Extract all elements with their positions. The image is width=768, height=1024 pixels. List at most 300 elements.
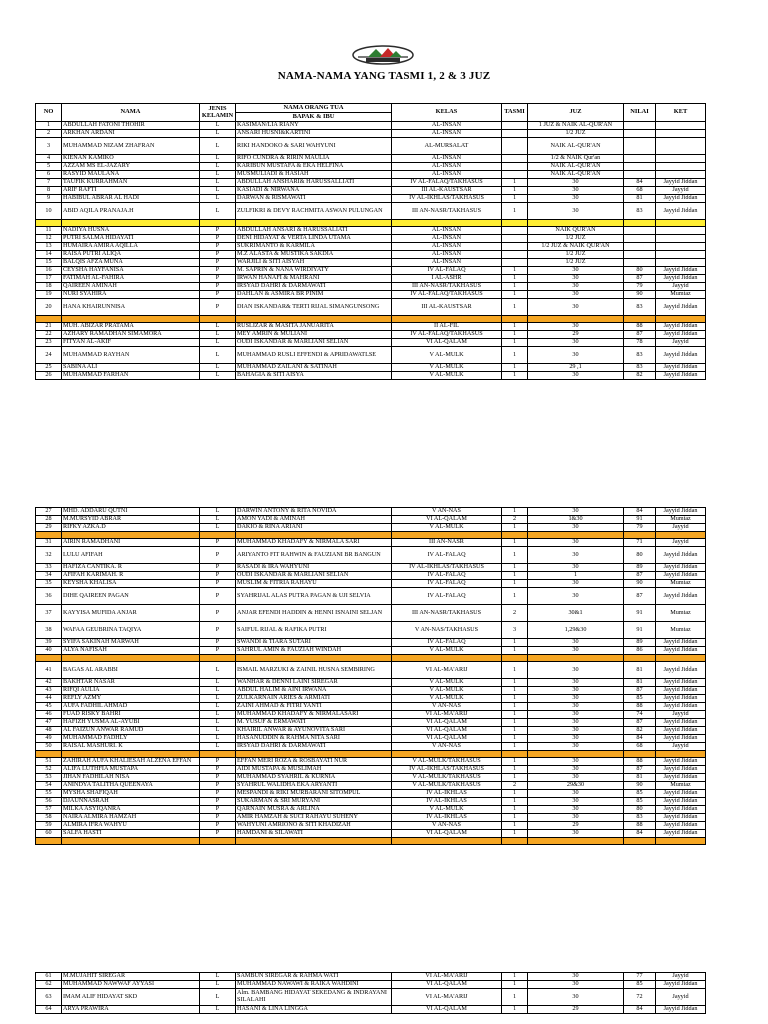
cell-nilai: 82 — [624, 727, 656, 735]
separator-cell — [656, 316, 706, 323]
cell-no: 14 — [36, 251, 62, 259]
cell-jenis-kelamin: L — [200, 662, 236, 679]
cell-nama: NURI SYAHIRA — [62, 291, 200, 299]
cell-juz: 30 — [528, 195, 624, 203]
cell-tasmi: 1 — [502, 758, 528, 766]
cell-no: 28 — [36, 516, 62, 524]
cell-nama: HAFIZA CANTIKA. R — [62, 564, 200, 572]
cell-no: 50 — [36, 743, 62, 751]
cell-juz: 30 — [528, 203, 624, 220]
cell-tasmi: 1 — [502, 572, 528, 580]
cell-ket: Jayyid Jiddan — [656, 299, 706, 316]
cell-jenis-kelamin: P — [200, 766, 236, 774]
cell-juz: 30 — [528, 299, 624, 316]
cell-kelas: AL-INSAN — [392, 243, 502, 251]
separator-cell — [624, 751, 656, 758]
cell-jenis-kelamin: L — [200, 679, 236, 687]
cell-jenis-kelamin: L — [200, 508, 236, 516]
table-row — [36, 830, 706, 838]
table-row — [36, 588, 706, 605]
cell-juz: 30 — [528, 662, 624, 679]
cell-tasmi — [502, 251, 528, 259]
cell-orang-tua: Alm. BAMBANG HIDAYAT SEKEDANG & INDRAYANI SILALAHI — [236, 989, 392, 1006]
cell-no: 63 — [36, 989, 62, 1006]
cell-tasmi: 1 — [502, 203, 528, 220]
cell-nilai: 77 — [624, 973, 656, 981]
cell-ket: Jayyid Jiddan — [656, 639, 706, 647]
table-row — [36, 766, 706, 774]
cell-jenis-kelamin: L — [200, 138, 236, 155]
cell-nilai: 80 — [624, 806, 656, 814]
cell-orang-tua: RIFO CUNDRA & RIRIN MAULIA — [236, 155, 392, 163]
cell-nilai: 88 — [624, 758, 656, 766]
cell-ket — [656, 235, 706, 243]
cell-kelas: V AL-MULK — [392, 647, 502, 655]
cell-ket: Jayyid Jiddan — [656, 564, 706, 572]
table-row — [36, 171, 706, 179]
cell-ket: Jayyid — [656, 989, 706, 1006]
cell-nama: ABDULLAH FATONI THOHIR — [62, 122, 200, 130]
cell-kelas: V AN-NAS/TAKHASUS — [392, 622, 502, 639]
cell-orang-tua: RASADI & IRA WAHYUNI — [236, 564, 392, 572]
cell-jenis-kelamin: P — [200, 822, 236, 830]
cell-jenis-kelamin: P — [200, 291, 236, 299]
cell-kelas: AL-INSAN — [392, 251, 502, 259]
cell-ket: Jayyid Jiddan — [656, 679, 706, 687]
cell-nilai: 84 — [624, 735, 656, 743]
separator-cell — [656, 532, 706, 539]
cell-juz: 29 — [528, 822, 624, 830]
cell-orang-tua: MUHAMMAD ZAILANI & SATINAH — [236, 364, 392, 372]
tasmi-table-page-1 — [35, 103, 706, 380]
cell-jenis-kelamin: P — [200, 259, 236, 267]
cell-kelas: IV AL-FALAQ/TAKHASUS — [392, 291, 502, 299]
cell-juz: 29 — [528, 1006, 624, 1014]
cell-kelas: VI AL-QALAM — [392, 981, 502, 989]
cell-juz: 1 JUZ & NAIK AL-QUR'AN — [528, 122, 624, 130]
cell-juz: 30 — [528, 989, 624, 1006]
cell-kelas: AL-INSAN — [392, 171, 502, 179]
cell-nama: MILKA ASYIQANRA — [62, 806, 200, 814]
separator-cell — [624, 316, 656, 323]
cell-juz: NAIK AL-QUR'AN — [528, 138, 624, 155]
separator-cell — [236, 316, 392, 323]
cell-nilai: 85 — [624, 981, 656, 989]
cell-nilai: 68 — [624, 743, 656, 751]
cell-ket — [656, 171, 706, 179]
cell-nilai: 78 — [624, 339, 656, 347]
cell-jenis-kelamin: L — [200, 179, 236, 187]
table-row — [36, 163, 706, 171]
cell-kelas: I AL-ASHR — [392, 275, 502, 283]
table-row — [36, 572, 706, 580]
cell-orang-tua: AIDI MUSTAPA & MUSLIMAH — [236, 766, 392, 774]
separator-row-orange — [36, 316, 706, 323]
separator-row-orange — [36, 838, 706, 845]
cell-kelas: V AL-MULK — [392, 524, 502, 532]
cell-ket: Jayyid Jiddan — [656, 758, 706, 766]
cell-tasmi — [502, 259, 528, 267]
cell-no: 39 — [36, 639, 62, 647]
cell-nilai: 80 — [624, 267, 656, 275]
separator-cell — [502, 532, 528, 539]
table-row — [36, 679, 706, 687]
cell-orang-tua: ABDULLAH ANSHARI& HARUSSALLIATI — [236, 179, 392, 187]
cell-ket: Mumtaz — [656, 605, 706, 622]
cell-ket: Jayyid — [656, 711, 706, 719]
cell-juz: 1/2 & NAIK Qur'an — [528, 155, 624, 163]
separator-cell — [62, 316, 200, 323]
cell-nama: REFLY AZMY — [62, 695, 200, 703]
cell-kelas: V AL-MULK/TAKHASUS — [392, 774, 502, 782]
cell-juz: 30 — [528, 830, 624, 838]
cell-no: 25 — [36, 364, 62, 372]
cell-juz: 1&30 — [528, 516, 624, 524]
cell-nama: ALMIRA IFRA WAHYU — [62, 822, 200, 830]
cell-no: 23 — [36, 339, 62, 347]
cell-juz: 30 — [528, 774, 624, 782]
cell-juz: 1/2 JUZ & NAIK QUR'AN — [528, 243, 624, 251]
cell-tasmi: 1 — [502, 1006, 528, 1014]
header-orang-tua: NAMA ORANG TUA — [236, 104, 392, 113]
separator-cell — [656, 838, 706, 845]
cell-orang-tua: SUKARMAN & SRI MURYANI — [236, 798, 392, 806]
cell-kelas: V AL-MULK — [392, 364, 502, 372]
table-row — [36, 539, 706, 547]
cell-nama: KEYSHA KHALISA — [62, 580, 200, 588]
cell-nilai: 82 — [624, 372, 656, 380]
cell-ket: Jayyid Jiddan — [656, 687, 706, 695]
cell-orang-tua: RIKI HANDOKO & SARI WAHYUNI — [236, 138, 392, 155]
cell-nama: ARKHAN ARDANI — [62, 130, 200, 138]
cell-kelas: V AN-NAS — [392, 508, 502, 516]
cell-no: 33 — [36, 564, 62, 572]
cell-jenis-kelamin: P — [200, 283, 236, 291]
cell-nama: KAYYISA MUFIDA ANJAR — [62, 605, 200, 622]
cell-nama: ARIF RAFTI — [62, 187, 200, 195]
cell-juz: 30&1 — [528, 605, 624, 622]
cell-juz: 30 — [528, 687, 624, 695]
cell-no: 37 — [36, 605, 62, 622]
cell-orang-tua: MUHAMMAD NAWAWI & RAIKA WAHDINI — [236, 981, 392, 989]
separator-cell — [502, 751, 528, 758]
table-row — [36, 508, 706, 516]
cell-no: 62 — [36, 981, 62, 989]
cell-no: 16 — [36, 267, 62, 275]
cell-ket: Mumtaz — [656, 622, 706, 639]
cell-juz: 30 — [528, 267, 624, 275]
cell-nilai: 83 — [624, 814, 656, 822]
cell-tasmi: 1 — [502, 735, 528, 743]
cell-jenis-kelamin: L — [200, 122, 236, 130]
table-row — [36, 323, 706, 331]
cell-nama: MUHAMMAD NIZAM ZHAFRAN — [62, 138, 200, 155]
separator-cell — [624, 532, 656, 539]
cell-orang-tua: MUHAMMAD SYAHRIL & KURNIA — [236, 774, 392, 782]
cell-ket: Jayyid Jiddan — [656, 798, 706, 806]
cell-juz: 30 — [528, 758, 624, 766]
cell-ket: Jayyid Jiddan — [656, 727, 706, 735]
cell-kelas: III AN-NASR — [392, 539, 502, 547]
cell-orang-tua: WANHAR & DENNI LAINI SIREGAR — [236, 679, 392, 687]
cell-juz: 29 — [528, 331, 624, 339]
cell-no: 29 — [36, 524, 62, 532]
cell-nilai: 71 — [624, 539, 656, 547]
cell-nilai: 80 — [624, 547, 656, 564]
cell-kelas: IV AL-FALAQ — [392, 580, 502, 588]
cell-nilai: 83 — [624, 347, 656, 364]
cell-kelas: VI AL-QALAM — [392, 735, 502, 743]
cell-tasmi — [502, 235, 528, 243]
cell-jenis-kelamin: P — [200, 830, 236, 838]
cell-jenis-kelamin: L — [200, 155, 236, 163]
cell-tasmi: 1 — [502, 524, 528, 532]
separator-cell — [236, 751, 392, 758]
cell-no: 18 — [36, 283, 62, 291]
cell-nilai — [624, 130, 656, 138]
cell-ket: Jayyid Jiddan — [656, 830, 706, 838]
cell-tasmi: 1 — [502, 588, 528, 605]
cell-no: 1 — [36, 122, 62, 130]
cell-nama: SALFA HASTI — [62, 830, 200, 838]
cell-ket: Mumtaz — [656, 580, 706, 588]
cell-orang-tua: ZULKARNAIN ARIES & ARMIATI — [236, 695, 392, 703]
separator-cell — [36, 316, 62, 323]
table-row — [36, 605, 706, 622]
separator-cell — [624, 655, 656, 662]
header-juz: JUZ — [528, 104, 624, 122]
cell-tasmi: 3 — [502, 622, 528, 639]
cell-ket: Jayyid Jiddan — [656, 203, 706, 220]
cell-tasmi: 1 — [502, 806, 528, 814]
cell-juz: 30 — [528, 187, 624, 195]
cell-tasmi: 1 — [502, 703, 528, 711]
separator-row-yellow — [36, 220, 706, 227]
cell-nilai: 91 — [624, 516, 656, 524]
cell-orang-tua: DIAN ISKANDAR& TERTI RIJAL SIMANGUNSONG — [236, 299, 392, 316]
cell-kelas: AL-INSAN — [392, 163, 502, 171]
separator-cell — [236, 655, 392, 662]
cell-orang-tua: AMON YADI & AMINAH — [236, 516, 392, 524]
separator-cell — [236, 838, 392, 845]
cell-orang-tua: MUHAMMAD RUSLI EFFENDI & APRIDAWATLSE — [236, 347, 392, 364]
cell-juz: 29 ,1 — [528, 364, 624, 372]
cell-juz: 30 — [528, 719, 624, 727]
cell-nilai: 83 — [624, 299, 656, 316]
table-row — [36, 622, 706, 639]
separator-cell — [62, 220, 200, 227]
cell-jenis-kelamin: P — [200, 251, 236, 259]
cell-juz: 30 — [528, 743, 624, 751]
cell-orang-tua: SAHRUL AMIN & FAUZIAH WINDAH — [236, 647, 392, 655]
cell-juz: 30 — [528, 539, 624, 547]
cell-kelas: V AN-NAS — [392, 822, 502, 830]
cell-kelas: II AL-FIL — [392, 323, 502, 331]
header-jenis-kelamin: JENIS KELAMIN — [200, 104, 236, 122]
cell-orang-tua: RUSLIZAR & MASITA JANUARITA — [236, 323, 392, 331]
separator-cell — [236, 532, 392, 539]
cell-nama: MUHAMMAD FARHAN — [62, 372, 200, 380]
cell-tasmi: 1 — [502, 814, 528, 822]
cell-jenis-kelamin: L — [200, 372, 236, 380]
table-row — [36, 774, 706, 782]
separator-cell — [200, 220, 236, 227]
cell-orang-tua: IRWAN HANAFI & MAHRANI — [236, 275, 392, 283]
cell-orang-tua: MUHAMMAD KHADAFY & NIRMALA SARI — [236, 539, 392, 547]
cell-ket: Jayyid — [656, 524, 706, 532]
cell-kelas: IV AL-IKHLAS — [392, 814, 502, 822]
cell-tasmi: 1 — [502, 339, 528, 347]
cell-nilai — [624, 155, 656, 163]
cell-nilai: 87 — [624, 719, 656, 727]
cell-nilai: 87 — [624, 572, 656, 580]
cell-jenis-kelamin: L — [200, 981, 236, 989]
cell-jenis-kelamin: L — [200, 695, 236, 703]
cell-juz: 30 — [528, 735, 624, 743]
separator-cell — [624, 220, 656, 227]
separator-cell — [392, 751, 502, 758]
cell-no: 47 — [36, 719, 62, 727]
cell-tasmi: 1 — [502, 727, 528, 735]
cell-tasmi: 1 — [502, 743, 528, 751]
cell-kelas: IV AL-FALAQ — [392, 639, 502, 647]
table-row — [36, 711, 706, 719]
cell-nilai: 87 — [624, 331, 656, 339]
cell-kelas: VI AL-QALAM — [392, 719, 502, 727]
cell-juz: 30 — [528, 727, 624, 735]
cell-ket: Jayyid Jiddan — [656, 703, 706, 711]
separator-cell — [200, 532, 236, 539]
table-row — [36, 339, 706, 347]
table-row — [36, 662, 706, 679]
table-row — [36, 580, 706, 588]
cell-nama: NADIYA HUSNA — [62, 227, 200, 235]
cell-nilai: 83 — [624, 203, 656, 220]
table-row — [36, 524, 706, 532]
cell-nama: MUHAMMAD RAYHAN — [62, 347, 200, 364]
cell-nama: QAIREEN AMINAH — [62, 283, 200, 291]
cell-jenis-kelamin: L — [200, 364, 236, 372]
separator-cell — [36, 220, 62, 227]
cell-juz: NAIK QUR'AN — [528, 227, 624, 235]
cell-tasmi: 2 — [502, 516, 528, 524]
cell-kelas: IV AL-FALAQ — [392, 267, 502, 275]
cell-no: 38 — [36, 622, 62, 639]
cell-jenis-kelamin: P — [200, 806, 236, 814]
cell-nilai: 81 — [624, 662, 656, 679]
cell-juz: 30 — [528, 695, 624, 703]
cell-ket: Jayyid Jiddan — [656, 364, 706, 372]
header-nilai: NILAI — [624, 104, 656, 122]
cell-orang-tua: MUHAMMAD KHADAFY & NIRMALASARI — [236, 711, 392, 719]
table-row — [36, 259, 706, 267]
cell-kelas: VI AL-MA'ARIJ — [392, 989, 502, 1006]
table-row — [36, 291, 706, 299]
cell-nilai: 90 — [624, 291, 656, 299]
cell-orang-tua: ARIYANTO FIT RAHWIN & FAUZIANI BR BANGUN — [236, 547, 392, 564]
cell-no: 24 — [36, 347, 62, 364]
cell-ket: Mumtaz — [656, 291, 706, 299]
cell-ket: Jayyid — [656, 187, 706, 195]
cell-tasmi: 1 — [502, 790, 528, 798]
cell-nama: HAFIZH YUSMA AL-AYUBI — [62, 719, 200, 727]
cell-juz: 30 — [528, 639, 624, 647]
cell-no: 46 — [36, 711, 62, 719]
table-row — [36, 647, 706, 655]
cell-orang-tua: MUSLIM & FITRIA RAHAYU — [236, 580, 392, 588]
cell-kelas: V AN-NAS — [392, 703, 502, 711]
cell-kelas: III AL-KAUSTSAR — [392, 299, 502, 316]
cell-kelas: IV AL-FALAQ/TAKHASUS — [392, 179, 502, 187]
cell-nama: AUFA FADHIL AHMAD — [62, 703, 200, 711]
cell-tasmi: 1 — [502, 580, 528, 588]
cell-orang-tua: SAMBUN SIREGAR & RAHMA WATI — [236, 973, 392, 981]
cell-no: 9 — [36, 195, 62, 203]
cell-no: 5 — [36, 163, 62, 171]
cell-nilai: 68 — [624, 187, 656, 195]
cell-kelas: III AN-NASR/TAKHASUS — [392, 203, 502, 220]
cell-nilai: 87 — [624, 687, 656, 695]
cell-tasmi — [502, 155, 528, 163]
cell-kelas: AL-INSAN — [392, 259, 502, 267]
header-no: NO — [36, 104, 62, 122]
separator-cell — [528, 316, 624, 323]
table-row — [36, 299, 706, 316]
cell-ket: Mumtaz — [656, 782, 706, 790]
school-logo-icon — [318, 44, 448, 66]
cell-nilai: 88 — [624, 323, 656, 331]
cell-juz: 30 — [528, 814, 624, 822]
cell-jenis-kelamin: L — [200, 989, 236, 1006]
cell-nilai: 85 — [624, 695, 656, 703]
cell-ket: Jayyid Jiddan — [656, 647, 706, 655]
cell-no: 22 — [36, 331, 62, 339]
cell-nilai: 84 — [624, 508, 656, 516]
tasmi-table-page-3 — [35, 972, 706, 1014]
cell-nilai: 83 — [624, 364, 656, 372]
cell-orang-tua: BAHAGIA & SITI AISYA — [236, 372, 392, 380]
cell-no: 2 — [36, 130, 62, 138]
cell-juz: 30 — [528, 275, 624, 283]
cell-ket: Jayyid — [656, 339, 706, 347]
cell-juz: 30 — [528, 347, 624, 364]
cell-tasmi — [502, 243, 528, 251]
cell-juz: 30 — [528, 679, 624, 687]
cell-ket: Jayyid Jiddan — [656, 981, 706, 989]
cell-kelas: VI AL-QALAM — [392, 830, 502, 838]
cell-nama: KIENAN KAMIKO — [62, 155, 200, 163]
cell-nilai: 85 — [624, 798, 656, 806]
cell-ket: Jayyid — [656, 743, 706, 751]
cell-juz: 30 — [528, 323, 624, 331]
cell-jenis-kelamin: L — [200, 203, 236, 220]
cell-no: 7 — [36, 179, 62, 187]
cell-juz: 1/2 JUZ — [528, 259, 624, 267]
cell-tasmi: 1 — [502, 711, 528, 719]
cell-nilai — [624, 163, 656, 171]
cell-orang-tua: DARWIN ANTONY & RITA NOVIDA — [236, 508, 392, 516]
cell-kelas: III AN-NASR/TAKHASUS — [392, 283, 502, 291]
table-row — [36, 203, 706, 220]
cell-juz: 30 — [528, 647, 624, 655]
cell-tasmi: 1 — [502, 283, 528, 291]
separator-cell — [200, 316, 236, 323]
cell-nilai — [624, 227, 656, 235]
cell-no: 55 — [36, 790, 62, 798]
cell-nama: DJAUNNASRAH — [62, 798, 200, 806]
cell-no: 44 — [36, 695, 62, 703]
cell-tasmi — [502, 122, 528, 130]
